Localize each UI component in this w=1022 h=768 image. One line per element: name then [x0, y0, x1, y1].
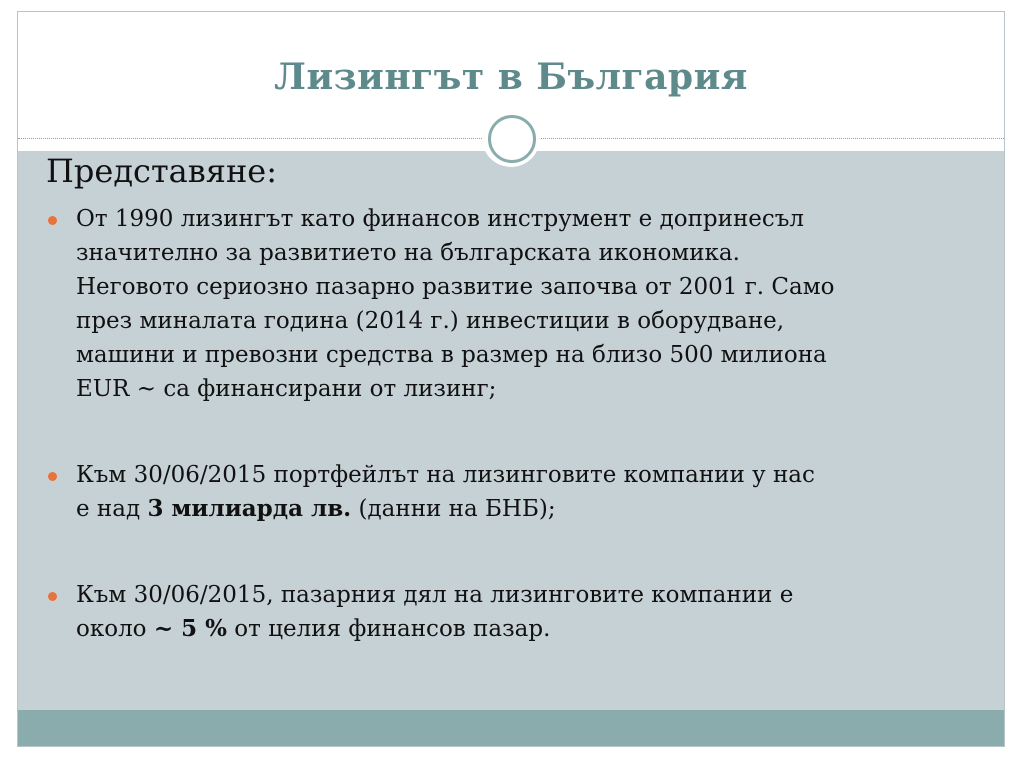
slide-title: Лизингът в България: [274, 56, 748, 98]
bullet-2-suffix: (данни на БНБ);: [351, 496, 556, 522]
bullet-1-line-5: машини и превозни средства в размер на близо 500 милиона: [76, 342, 827, 368]
bullet-1-line-6: EUR ~ са финансирани от лизинг;: [76, 376, 497, 402]
footer-band: [18, 710, 1004, 747]
orange-dot-bullet-icon: [48, 472, 57, 481]
bullet-1-line-1: От 1990 лизингът като финансов инструмент е допринесъл: [76, 206, 805, 232]
bullet-1-line-3: Неговото сериозно пазарно развитие започва от 2001 г. Само: [76, 274, 835, 300]
orange-dot-bullet-icon: [48, 592, 57, 601]
bullet-1-line-2: значително за развитието на българската икономика.: [76, 240, 740, 266]
bullet-2-line-1: Към 30/06/2015 портфейлът на лизинговите компании у нас: [76, 462, 815, 488]
bullet-2-bold-amount: 3 милиарда лв.: [147, 495, 352, 522]
bullet-item-2: [46, 458, 926, 526]
bullet-3-line-2: [76, 612, 926, 646]
bullet-3-bold-share: ~ 5 %: [153, 615, 227, 642]
orange-dot-bullet-icon: [48, 216, 57, 225]
bullet-3-prefix: около: [76, 616, 154, 642]
bullet-2-prefix: е над: [76, 496, 148, 522]
ornament-ring: [488, 115, 536, 163]
bullet-2-line-2: [76, 492, 926, 526]
bullet-item-1: [46, 202, 926, 406]
bullet-3-suffix: от целия финансов пазар.: [227, 616, 551, 642]
bullet-1-line-4: през миналата година (2014 г.) инвестиции в оборудване,: [76, 308, 785, 334]
bullet-list: [46, 202, 926, 646]
bullet-item-3: [46, 578, 926, 646]
double-circle-ornament-icon: [482, 109, 540, 167]
section-heading: Представяне:: [46, 152, 277, 190]
bullet-3-line-1: Към 30/06/2015, пазарния дял на лизинговите компании е: [76, 582, 794, 608]
